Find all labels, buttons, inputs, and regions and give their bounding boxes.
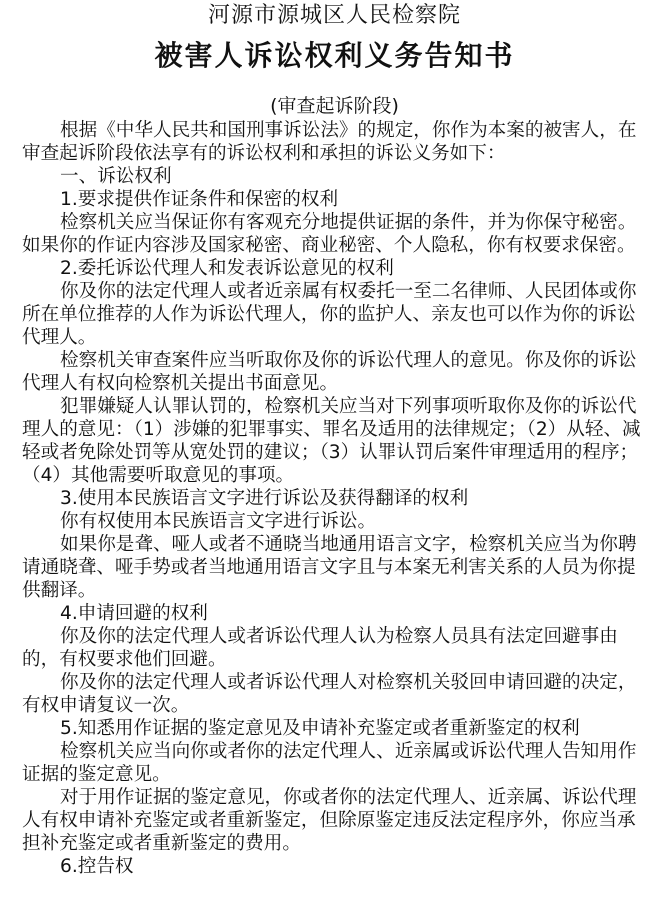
body-paragraph: 检察机关审查案件应当听取你及你的诉讼代理人的意见。你及你的诉讼代理人有权向检察机关提出书面意见。: [22, 350, 637, 394]
item-heading: 1.要求提供作证条件和保密的权利: [60, 189, 339, 210]
section-heading: 一、诉讼权利: [60, 166, 172, 187]
body-paragraph: 你及你的法定代理人或者诉讼代理人认为检察人员具有法定回避事由的，有权要求他们回避。: [22, 626, 618, 670]
body-paragraph: 对于用作证据的鉴定意见，你或者你的法定代理人、近亲属、诉讼代理人有权申请补充鉴定或者重新鉴定，但除原鉴定违反法定程序外，你应当承担补充鉴定或者重新鉴定的费用。: [22, 787, 637, 854]
document-title: 被害人诉讼权利义务告知书: [154, 39, 515, 72]
body-paragraph: 检察机关应当保证你有客观充分地提供证据的条件，并为你保守秘密。如果你的作证内容涉及国家秘密、商业秘密、个人隐私，你有权要求保密。: [22, 212, 637, 256]
body-paragraph: 检察机关应当向你或者你的法定代理人、近亲属或诉讼代理人告知用作证据的鉴定意见。: [22, 741, 637, 785]
body-paragraph: 你及你的法定代理人或者近亲属有权委托一至二名律师、人民团体或你所在单位推荐的人作为诉讼代理人，你的监护人、亲友也可以作为你的诉讼代理人。: [22, 281, 637, 348]
body-paragraph: 如果你是聋、哑人或者不通晓当地通用语言文字，检察机关应当为你聘请通晓聋、哑手势或者当地通用语言文字且与本案无利害关系的人员为你提供翻译。: [22, 534, 637, 601]
item-heading: 2.委托诉讼代理人和发表诉讼意见的权利: [60, 258, 394, 279]
body-paragraph: 你及你的法定代理人或者诉讼代理人对检察机关驳回申请回避的决定，有权申请复议一次。: [22, 672, 637, 716]
body-paragraph: 你有权使用本民族语言文字进行诉讼。: [60, 511, 377, 532]
item-heading: 6.控告权: [60, 856, 134, 877]
item-heading: 4.申请回避的权利: [60, 603, 208, 624]
document-body: [22, 119, 648, 878]
organization-name: 河源市源城区人民检察院: [207, 3, 461, 28]
stage-subtitle: (审查起诉阶段): [270, 95, 399, 117]
intro-paragraph: 根据《中华人民共和国刑事诉讼法》的规定，你作为本案的被害人，在审查起诉阶段依法享有的诉讼权利和承担的诉讼义务如下：: [22, 120, 637, 164]
item-heading: 5.知悉用作证据的鉴定意见及申请补充鉴定或者重新鉴定的权利: [60, 718, 580, 739]
item-heading: 3.使用本民族语言文字进行诉讼及获得翻译的权利: [60, 488, 469, 509]
body-paragraph: 犯罪嫌疑人认罪认罚的，检察机关应当对下列事项听取你及你的诉讼代理人的意见：（1）涉嫌的犯罪事实、罪名及适用的法律规定；（2）从轻、减轻或者免除处罚等从宽处罚的建议；（3）认罪认罚后案件审理适用的程序；（4）其他需要听取意见的事项。: [22, 396, 641, 486]
